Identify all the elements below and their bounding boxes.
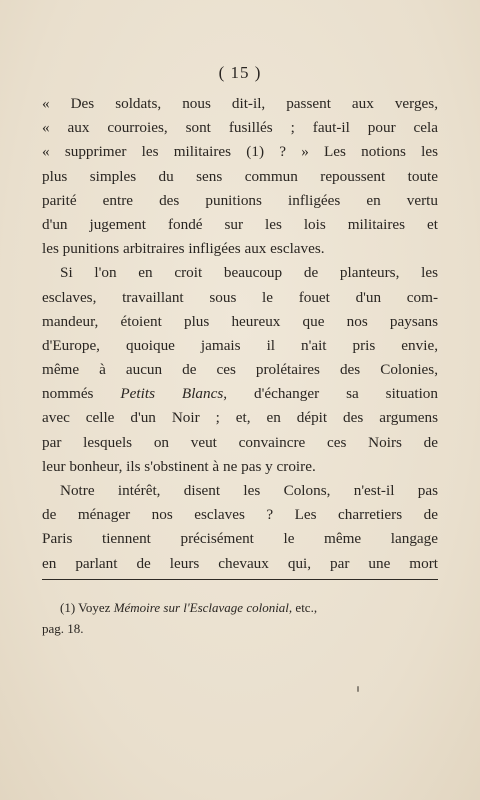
text-line: « supprimer les militaires (1) ? » Les notions les: [42, 143, 438, 161]
text-line: « aux courroies, sont fusillés ; faut-il pour cela: [42, 119, 438, 137]
text-line: les punitions arbitraires infligées aux esclaves.: [42, 240, 325, 258]
page-number: ( 15 ): [218, 63, 262, 82]
paper-speck: [357, 686, 359, 692]
text-line: d'un jugement fondé sur les lois militaires et: [42, 215, 438, 233]
text-line: Paris tiennent précisément le même langage: [42, 530, 438, 548]
text-line: « Des soldats, nous dit-il, passent aux verges,: [42, 95, 438, 112]
text-segment: , d'échanger sa situation: [223, 385, 438, 403]
text-line: par lesquels on veut convaincre ces Noirs de: [42, 433, 438, 451]
text-line: Notre intérêt, disent les Colons, n'est-il pas: [60, 482, 438, 499]
text-line: d'Europe, quoique jamais il n'ait pris envie,: [42, 336, 438, 354]
footnote-title: Mémoire sur l'Esclavage colonial,: [113, 600, 293, 615]
text-line: de ménager nos esclaves ? Les charretiers de: [42, 506, 438, 524]
footnote-page-ref: pag. 18.: [42, 621, 84, 636]
text-line: en parlant de leurs chevaux qui, par une mort: [42, 554, 438, 572]
footnote-line: [42, 597, 438, 618]
text-line: plus simples du sens commun repoussent toute: [42, 167, 438, 185]
footnote: [42, 597, 438, 639]
text-line: même à aucun de ces prolétaires des Colonies,: [42, 361, 438, 379]
body-text: [42, 92, 438, 576]
text-line: leur bonheur, ils s'obstinent à ne pas y croire.: [42, 457, 316, 475]
text-segment: nommés: [42, 385, 94, 403]
footnote-suffix: etc.,: [292, 600, 318, 615]
italic-term: Petits Blancs: [120, 385, 224, 403]
footnote-prefix: (1) Voyez: [60, 600, 114, 615]
text-line: esclaves, travaillant sous le fouet d'un com-: [42, 288, 438, 306]
text-line: parité entre des punitions infligées en vertu: [42, 191, 438, 209]
text-line: mandeur, étoient plus heureux que nos paysans: [42, 312, 438, 330]
text-line: Si l'on en croit beaucoup de planteurs, les: [60, 264, 438, 282]
footnote-rule: [42, 579, 438, 580]
text-line: [42, 382, 438, 406]
text-line: avec celle d'un Noir ; et, en dépit des argumens: [42, 409, 438, 427]
